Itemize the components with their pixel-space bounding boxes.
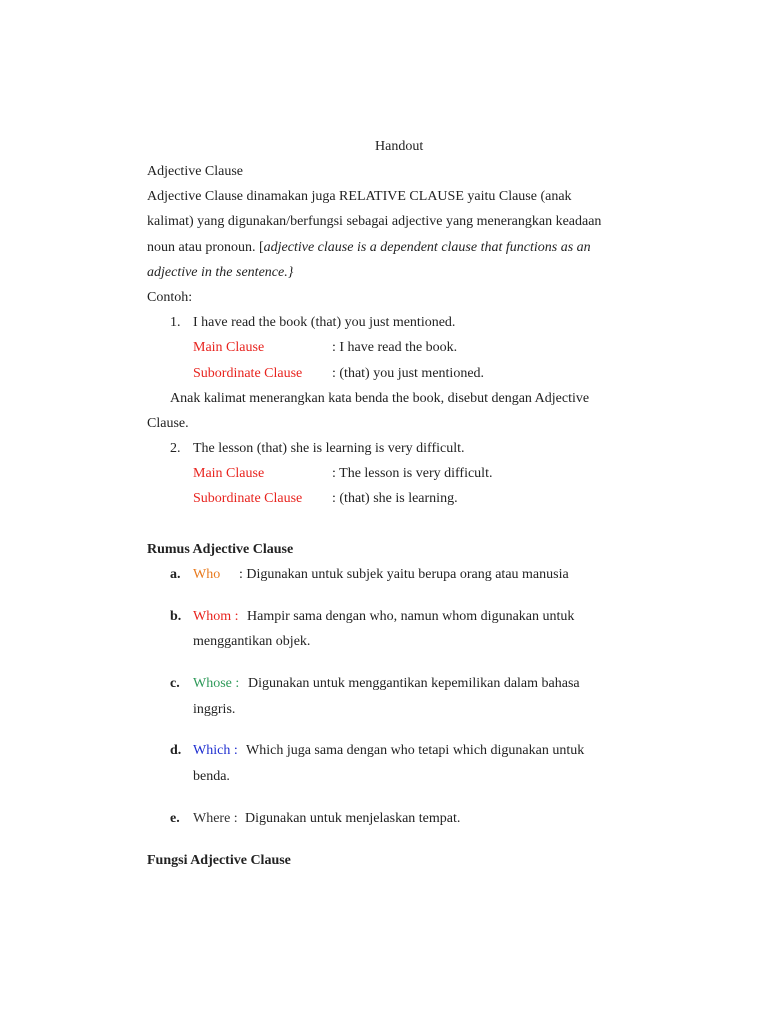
contoh-label: Contoh:: [147, 290, 193, 305]
example-sentence: I have read the book (that) you just mentioned.: [193, 315, 456, 330]
item-text: Digunakan untuk menggantikan kepemilikan dalam bahasa: [248, 676, 580, 691]
keyword-who: Who: [193, 567, 221, 582]
note-line: Clause.: [147, 416, 189, 431]
keyword-whose: Whose :: [193, 676, 240, 691]
item-text: inggris.: [193, 702, 236, 717]
list-letter: e.: [170, 811, 180, 826]
item-text: Which juga sama dengan who tetapi which digunakan untuk: [246, 743, 585, 758]
rumus-heading: Rumus Adjective Clause: [147, 542, 294, 557]
subordinate-clause-value: : (that) she is learning.: [332, 491, 458, 506]
intro-line: kalimat) yang digunakan/berfungsi sebagai adjective yang menerangkan keadaan: [147, 214, 602, 229]
item-text: menggantikan objek.: [193, 634, 311, 649]
page-title: Handout: [375, 139, 424, 154]
list-letter: b.: [170, 609, 182, 624]
subordinate-clause-label: Subordinate Clause: [193, 491, 303, 506]
subordinate-clause-value: : (that) you just mentioned.: [332, 366, 485, 381]
list-letter: d.: [170, 743, 182, 758]
item-text: : Digunakan untuk subjek yaitu berupa orang atau manusia: [239, 567, 569, 582]
intro-italic-text: adjective clause is a dependent clause that functions as an: [263, 240, 591, 255]
keyword-where: Where :: [193, 811, 238, 826]
main-clause-label: Main Clause: [193, 466, 265, 481]
main-clause-label: Main Clause: [193, 340, 265, 355]
example-sentence: The lesson (that) she is learning is very difficult.: [193, 441, 465, 456]
keyword-whom: Whom :: [193, 609, 239, 624]
intro-line: [147, 239, 591, 257]
intro-line: Adjective Clause dinamakan juga RELATIVE CLAUSE yaitu Clause (anak: [147, 189, 572, 204]
item-text: Digunakan untuk menjelaskan tempat.: [245, 811, 461, 826]
keyword-which: Which :: [193, 743, 238, 758]
main-clause-value: : I have read the book.: [332, 340, 458, 355]
list-letter: a.: [170, 567, 181, 582]
fungsi-heading: Fungsi Adjective Clause: [147, 853, 291, 868]
example-number: 1.: [170, 315, 181, 330]
item-text: benda.: [193, 769, 230, 784]
main-clause-value: : The lesson is very difficult.: [332, 466, 493, 481]
intro-line: adjective in the sentence.}: [147, 265, 294, 280]
section-heading: Adjective Clause: [147, 164, 244, 179]
subordinate-clause-label: Subordinate Clause: [193, 366, 303, 381]
intro-plain-text: noun atau pronoun. [: [147, 240, 264, 255]
list-letter: c.: [170, 676, 180, 691]
example-number: 2.: [170, 441, 181, 456]
item-text: Hampir sama dengan who, namun whom digunakan untuk: [247, 609, 575, 624]
note-line: Anak kalimat menerangkan kata benda the book, disebut dengan Adjective: [170, 391, 590, 406]
